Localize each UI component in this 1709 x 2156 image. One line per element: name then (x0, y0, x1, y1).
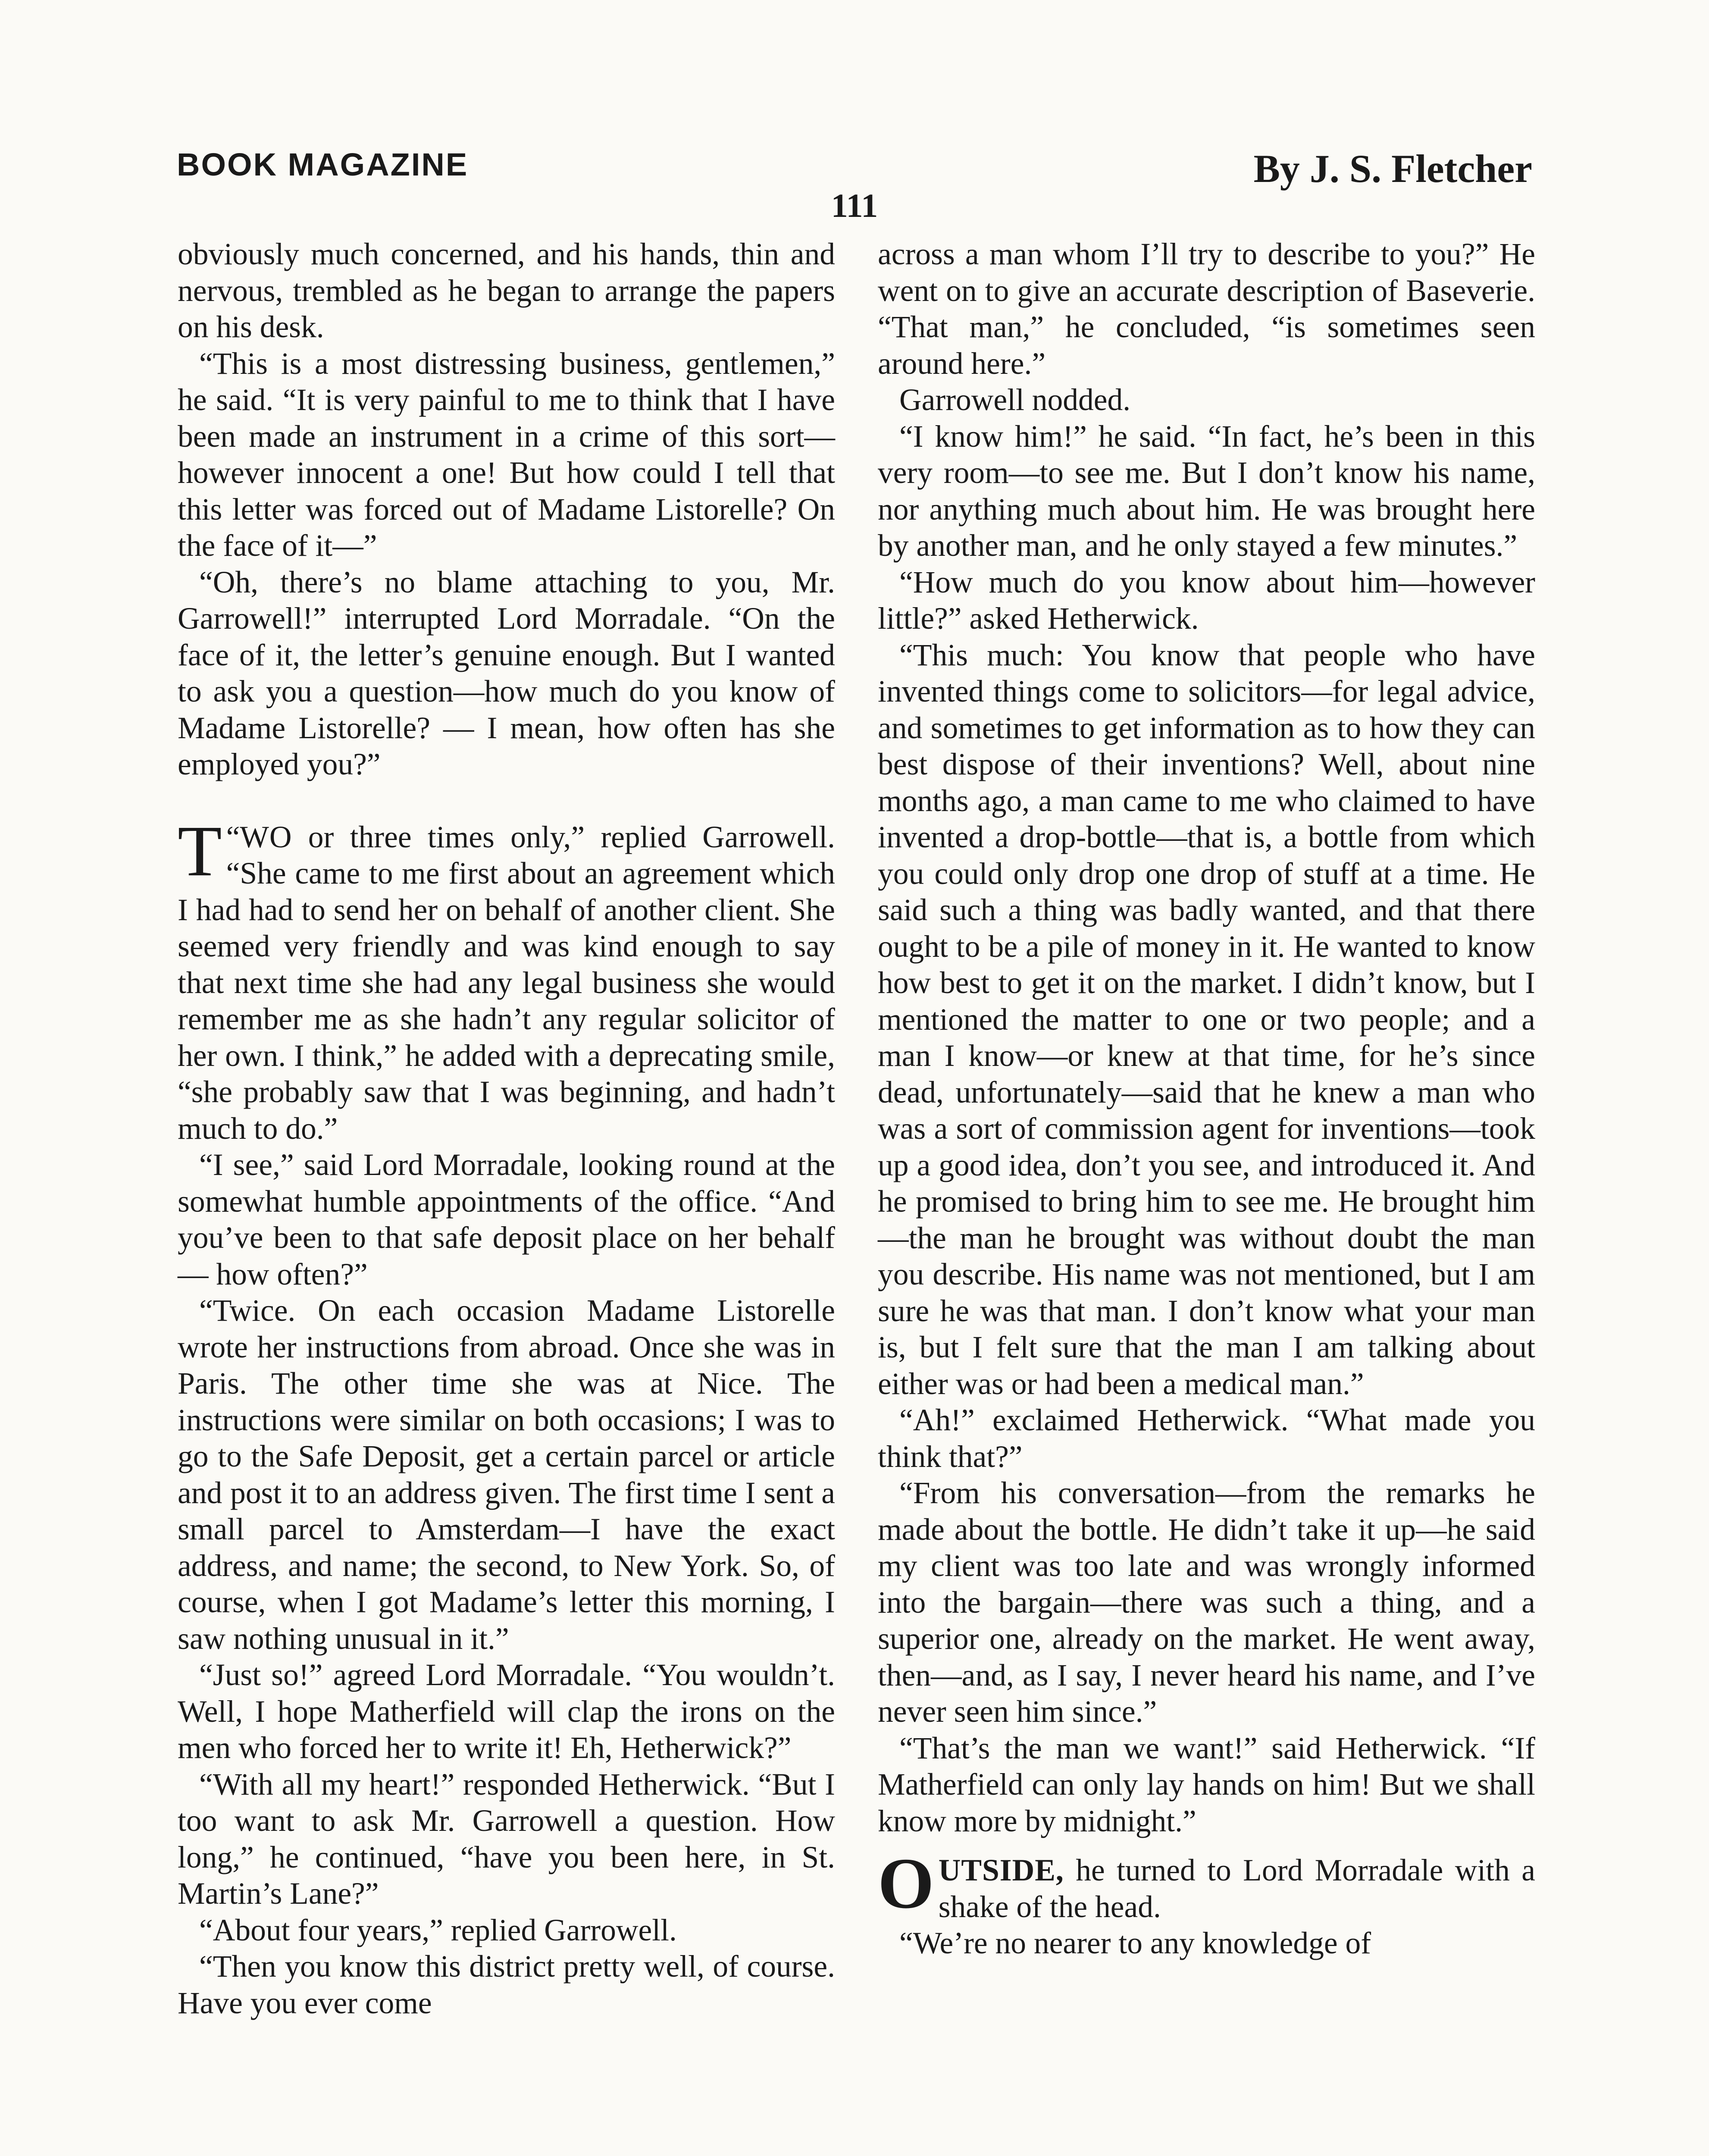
lead-in-caps: UTSIDE, (938, 1853, 1064, 1887)
paragraph: “With all my heart!” responded Hetherwick. “But I too want to ask Mr. Garrowell a question. How long,” he continued, “have you been here, in St. Martin’s Lane?” (178, 1767, 835, 1911)
section-opening-paragraph (878, 1843, 1535, 1925)
open-quote: “ (226, 820, 240, 854)
paragraph: “This is a most distressing business, gentlemen,” he said. “It is very painful to me to think that I have been made an instrument in a crime of this sort—however innocent a one! But how could I tell that this letter was forced out of Madame Listorelle? On the face of it—” (178, 346, 835, 563)
paragraph-text: he turned to Lord Morradale with a shake of the head. (938, 1853, 1535, 1924)
paragraph: “From his conversation—from the remarks he made about the bottle. He didn’t take it up—he said my client was too late and was wrongly informed into the bargain—there was such a thing, and a superior one, already on the market. He went away, then—and, as I say, I never heard his name, and I’ve never seen him since.” (878, 1476, 1535, 1729)
paragraph: Garrowell nodded. (899, 383, 1131, 417)
drop-cap: T (178, 811, 222, 891)
paragraph: “I know him!” he said. “In fact, he’s been in this very room—to see me. But I don’t know his name, nor anything much about him. He was brought here by another man, and he only stayed a few minutes.” (878, 419, 1535, 563)
paragraph: across a man whom I’ll try to describe to you?” He went on to give an accurate description of Baseverie. “That man,” he concluded, “is sometimes seen around here.” (878, 237, 1535, 381)
right-column (878, 236, 1535, 1962)
paragraph: “About four years,” replied Garrowell. (199, 1913, 677, 1947)
paragraph: “How much do you know about him—however little?” asked Hetherwick. (878, 565, 1535, 636)
page-number: 111 (831, 187, 878, 224)
paragraph: obviously much concerned, and his hands, thin and nervous, trembled as he began to arrange the papers on his desk. (178, 237, 835, 344)
lead-in-caps: WO (240, 820, 292, 854)
paragraph: “This much: You know that people who have invented things come to solicitors—for legal advice, and sometimes to get information as to how they can best dispose of their inventions? Well, about nine months ago, a man came to me who claimed to have invented a drop-bottle—that is, a bottle from which you could only drop one drop of stuff at a time. He said such a thing was badly wanted, and that there ought to be a pile of money in it. He wanted to know how best to get it on the market. I didn’t know, but I mentioned the matter to one or two people; and a man I know—or knew at that time, for he’s since dead, unfortunately—said that he knew a man who was a sort of commission agent for inventions—took up a good idea, don’t you see, and introduced it. And he promised to bring him to see me. He brought him—the man he brought was without doubt the man you describe. His name was not mentioned, but I am sure he was that man. I don’t know what your man is, but I felt sure that the man I am talking about either was or had been a medical man.” (878, 638, 1535, 1401)
paragraph: “I see,” said Lord Morradale, looking round at the somewhat humble appointments of the office. “And you’ve been to that safe deposit place on her behalf — how often?” (178, 1148, 835, 1291)
paragraph: “We’re no nearer to any knowledge of (899, 1926, 1371, 1960)
paragraph: “That’s the man we want!” said Hetherwick. “If Matherfield can only lay hands on him! But we shall know more by midnight.” (878, 1731, 1535, 1838)
left-column (178, 236, 835, 2021)
author-byline: By J. S. Fletcher (1253, 147, 1532, 191)
drop-cap: O (878, 1843, 934, 1924)
paragraph: “Ah!” exclaimed Hetherwick. “What made you think that?” (878, 1403, 1535, 1474)
paragraph-text: or three times only,” replied Garrowell. “She came to me first about an agreement which I had had to send her on behalf of another client. She seemed very friendly and was kind enough to say that next time she had any legal business she would remember me as she hadn’t any regular solicitor of her own. I think,” he added with a deprecating smile, “she probably saw that I was beginning, and hadn’t much to do.” (178, 820, 835, 1146)
paragraph: “Twice. On each occasion Madame Listorelle wrote her instructions from abroad. Once she was in Paris. The other time she was at Nice. The instructions were similar on both occasions; I was to go to the Safe Deposit, get a certain parcel or article and post it to an address given. The first time I sent a small parcel to Amsterdam—I have the exact address, and name; the second, to New York. So, of course, when I got Madame’s letter this morning, I saw nothing unusual in it.” (178, 1294, 835, 1656)
section-opening-paragraph (178, 811, 835, 1147)
paragraph: “Just so!” agreed Lord Morradale. “You wouldn’t. Well, I hope Matherfield will clap the irons on the men who forced her to write it! Eh, Hetherwick?” (178, 1658, 835, 1765)
magazine-title: BOOK MAGAZINE (177, 147, 469, 182)
paragraph: “Then you know this district pretty well, of course. Have you ever come (178, 1949, 835, 2020)
paragraph: “Oh, there’s no blame attaching to you, Mr. Garrowell!” interrupted Lord Morradale. “On the face of it, the letter’s genuine enough. But I wanted to ask you a question—how much do you know of Madame Listorelle? — I mean, how often has she employed you?” (178, 565, 835, 781)
